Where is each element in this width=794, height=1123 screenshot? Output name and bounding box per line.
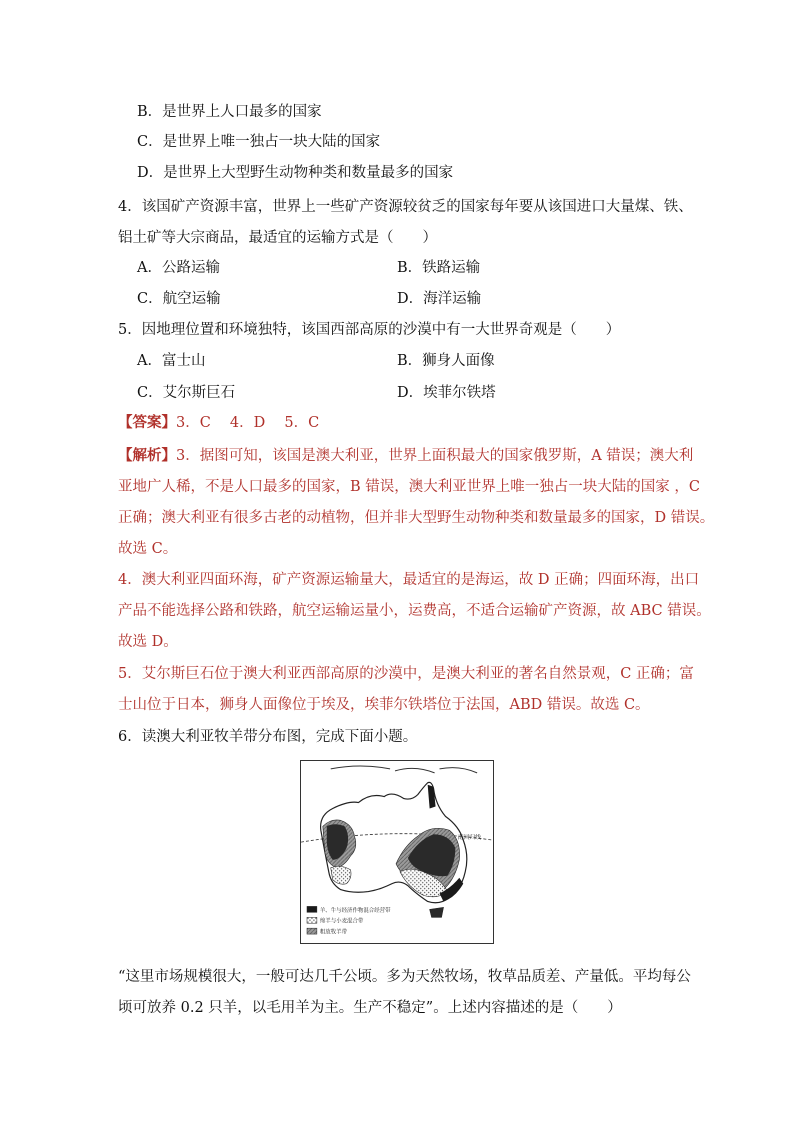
q6-stem: 6．读澳大利亚牧羊带分布图，完成下面小题。 (118, 729, 418, 745)
q6-quote-line2: 顷可放养 0.2 只羊，以毛用羊为主。生产不稳定”。上述内容描述的是（ ） (118, 1000, 622, 1016)
answer-line (118, 413, 319, 433)
q5-option-c: C．艾尔斯巨石 (137, 385, 236, 401)
legend-label-mixed: 羊、牛与经济作物混合经营带 (319, 907, 391, 914)
q6-quote-line1: “这里市场规模很大，一般可达几千公顷。多为天然牧场，牧草品质差、产量低。平均每公 (118, 969, 691, 985)
q3-option-c: C．是世界上唯一独占一块大陆的国家 (137, 134, 381, 150)
q4-option-c: C．航空运输 (137, 291, 221, 307)
legend-label-extensive: 粗放牧羊带 (319, 929, 348, 936)
answer-label: 【答案】 (118, 414, 176, 431)
tasmania (430, 907, 444, 917)
legend-swatch-mixed (307, 906, 317, 912)
analysis-line-4: 故选 C。 (118, 541, 178, 557)
analysis-line-8: 5．艾尔斯巨石位于澳大利亚西部高原的沙漠中，是澳大利亚的著名自然景观，C 正确；富 (118, 666, 694, 682)
q5-option-a: A．富士山 (137, 353, 206, 369)
q4-option-a: A．公路运输 (137, 260, 220, 276)
answer-text: 3．C 4．D 5．C (176, 415, 320, 431)
analysis-line-6: 产品不能选择公路和铁路，航空运输运量小，运费高，不适合运输矿产资源，故 ABC 错误。 (118, 603, 711, 619)
q5-option-d: D．埃菲尔铁塔 (397, 385, 496, 401)
analysis-line-2: 亚地广人稀，不是人口最多的国家，B 错误，澳大利亚世界上唯一独占一块大陆的国家 ，C (118, 479, 700, 495)
q4-option-b: B．铁路运输 (397, 260, 481, 276)
legend-label-wheat: 绵羊与小麦混合带 (319, 918, 364, 925)
map-svg (301, 761, 493, 943)
q3-option-d: D．是世界上大型野生动物种类和数量最多的国家 (137, 165, 454, 181)
q4-stem-line1: 4．该国矿产资源丰富，世界上一些矿产资源较贫乏的国家每年要从该国进口大量煤、铁、 (118, 199, 693, 215)
analysis-line-1 (118, 446, 693, 466)
analysis-text-1: 3．据图可知，该国是澳大利亚，世界上面积最大的国家俄罗斯，A 错误；澳大利 (176, 448, 694, 464)
q5-option-b: B．狮身人面像 (397, 353, 495, 369)
analysis-line-7: 故选 D。 (118, 634, 178, 650)
q5-stem: 5．因地理位置和环境独特，该国西部高原的沙漠中有一大世界奇观是（ ） (118, 322, 621, 338)
q4-stem-line2: 铝土矿等大宗商品，最适宜的运输方式是（ ） (118, 230, 437, 246)
legend-swatch-wheat (307, 917, 317, 923)
analysis-label: 【解析】 (118, 447, 176, 464)
legend-swatch-extensive (307, 928, 317, 934)
tropic-label: 南回归线 (457, 834, 482, 842)
analysis-line-9: 士山位于日本，狮身人面像位于埃及，埃菲尔铁塔位于法国，ABD 错误。故选 C。 (118, 697, 650, 713)
q3-option-b: B．是世界上人口最多的国家 (137, 104, 322, 120)
northern-islands (331, 766, 477, 773)
australia-sheep-belt-map (300, 760, 494, 944)
q4-option-d: D．海洋运输 (397, 291, 482, 307)
analysis-line-3: 正确；澳大利亚有很多古老的动植物，但并非大型野生动物种类和数量最多的国家，D 错误。 (118, 510, 715, 526)
analysis-line-5: 4．澳大利亚四面环海，矿产资源运输量大，最适宜的是海运，故 D 正确；四面环海，出口 (118, 572, 700, 588)
